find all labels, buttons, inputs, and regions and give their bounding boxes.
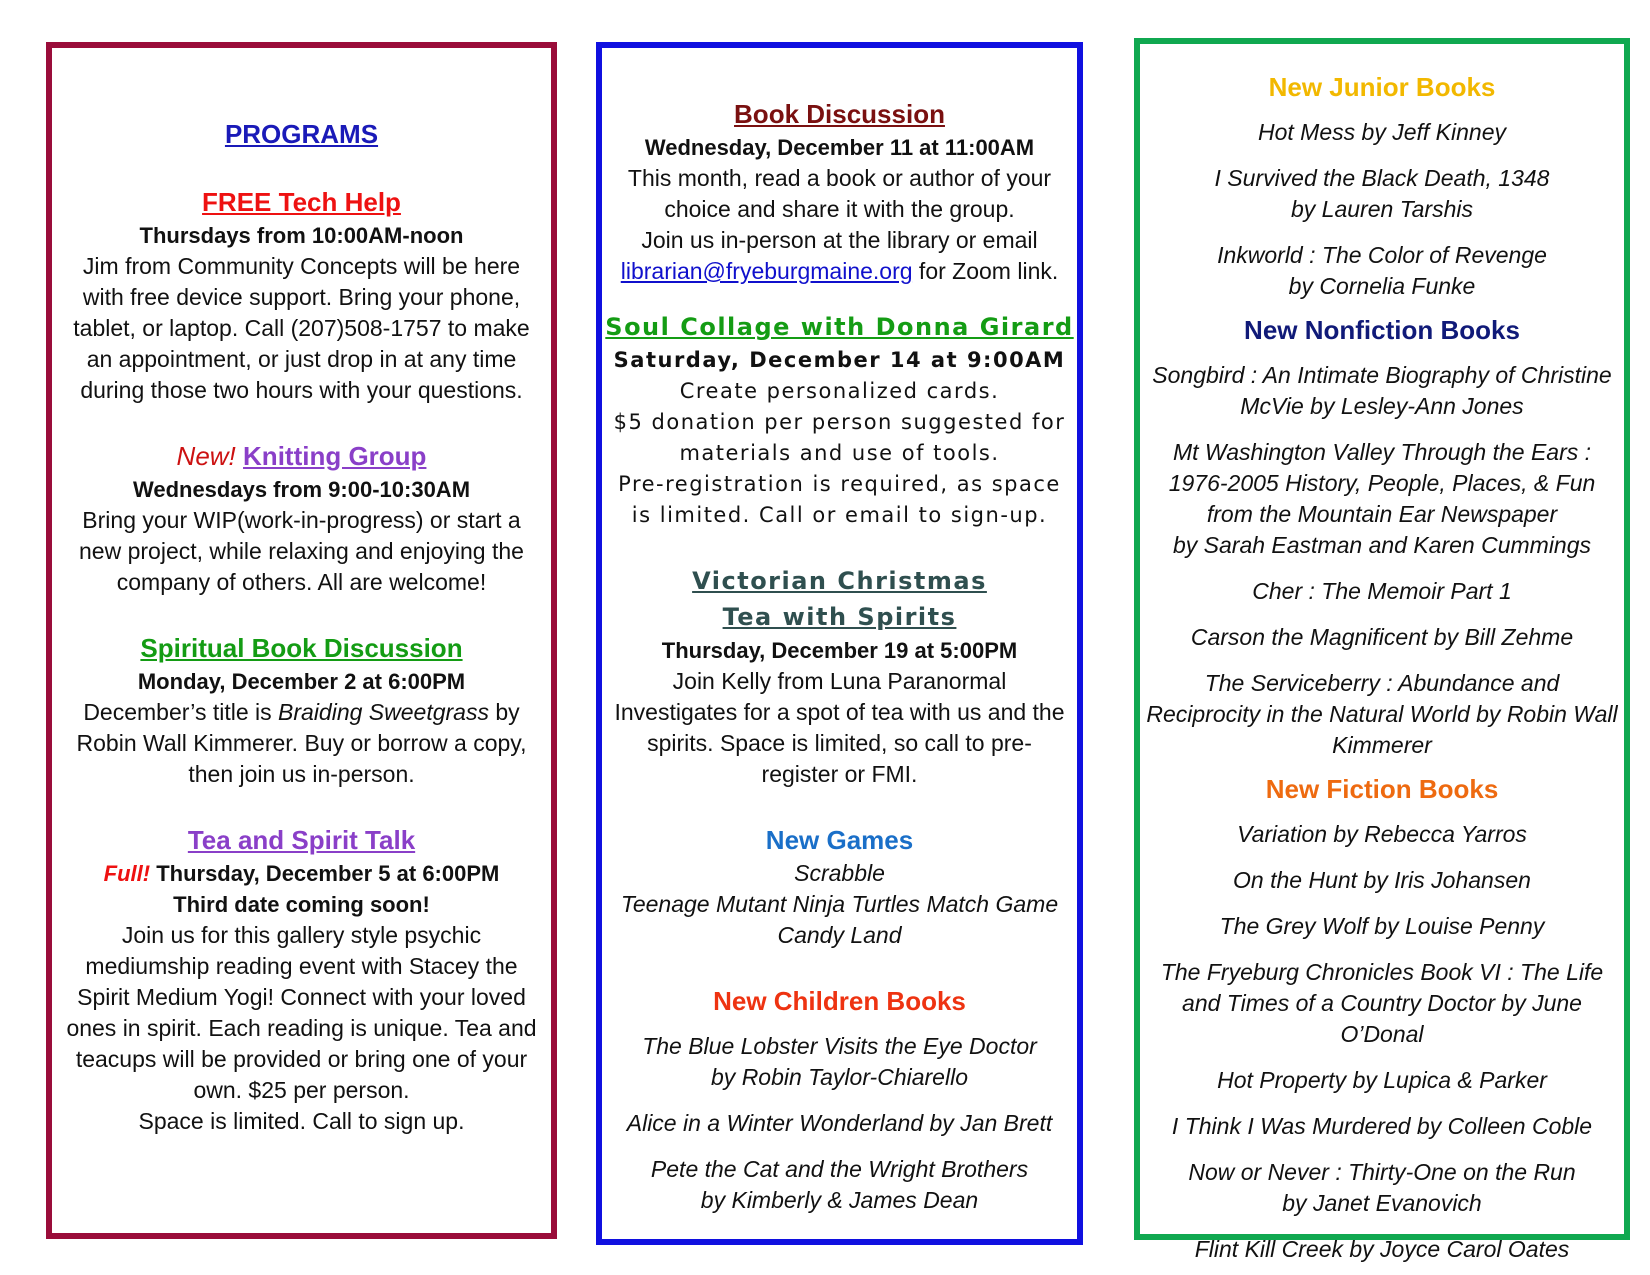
tech-help-when: Thursdays from 10:00AM-noon [139,223,464,248]
book-discussion-email-row [602,256,1077,287]
knitting-body: Bring your WIP(work-in-progress) or start a new project, while relaxing and enjoying the company of others. All are welcome! [79,507,524,595]
programs-heading: PROGRAMS [224,119,379,149]
tea-talk-body: Join us for this gallery style psychic mediumship reading event with Stacey the Spirit Medium Yogi! Connect with your loved ones in spirit. Each reading is unique. Tea and teacups will be provided or bring one of your own. $25 per person. [66,922,537,1103]
tech-help-title: FREE Tech Help [202,187,401,217]
victorian-title-2: Tea with Spirits [722,603,957,631]
full-label: Full! [103,861,151,886]
spiritual-title: Spiritual Book Discussion [140,633,463,663]
children-book-item: Alice in a Winter Wonderland by Jan Brett [626,1110,1053,1136]
soul-collage-line3: Pre-registration is required, as space is limited. Call or email to sign-up. [618,472,1061,527]
zoom-text: for Zoom link. [912,258,1059,284]
knitting-title: Knitting Group [243,441,427,471]
knitting-title-row [52,438,551,474]
junior-book-item: Hot Mess by Jeff Kinney [1258,119,1506,145]
new-fiction-title: New Fiction Books [1265,774,1499,804]
nonfiction-book-item: Carson the Magnificent by Bill Zehme [1190,624,1574,650]
children-book-item: Pete the Cat and the Wright Brothers by Kimberly & James Dean [650,1156,1029,1213]
book-discussion-when: Wednesday, December 11 at 11:00AM [644,135,1035,160]
junior-book-item: I Survived the Black Death, 1348 by Lauren Tarshis [1214,165,1550,222]
fiction-book-item: Now or Never : Thirty-One on the Run by Janet Evanovich [1188,1159,1576,1216]
game-item: Teenage Mutant Ninja Turtles Match Game [620,891,1059,917]
fiction-book-item: On the Hunt by Iris Johansen [1233,867,1531,893]
tech-help-body: Jim from Community Concepts will be here with free device support. Bring your phone, tablet, or laptop. Call (207)508-1757 to make an appointment, or just drop in at any time during those two hours with your questions. [73,253,530,403]
soul-collage-line1: Create personalized cards. [679,379,1000,403]
book-discussion-title: Book Discussion [734,99,945,129]
victorian-body: Join Kelly from Luna Paranormal Investigates for a spot of tea with us and the spirits. Space is limited, so call to pre-register or FMI. [614,668,1065,787]
game-item: Scrabble [794,860,885,886]
book-discussion-body: This month, read a book or author of your choice and share it with the group. [627,165,1052,222]
children-book-item: The Blue Lobster Visits the Eye Doctor by Robin Taylor-Chiarello [642,1033,1037,1090]
spiritual-body-pre: December’s title is [83,699,279,725]
nonfiction-book-item: The Serviceberry : Abundance and Reciprocity in the Natural World by Robin Wall Kimmerer [1146,670,1618,758]
junior-book-item: Inkworld : The Color of Revenge by Cornelia Funke [1217,242,1547,299]
spiritual-book-title: Braiding Sweetgrass [278,699,489,725]
tea-talk-when-row [52,858,551,889]
new-nonfiction-title: New Nonfiction Books [1244,315,1520,345]
nonfiction-book-item: Cher : The Memoir Part 1 [1252,578,1512,604]
soul-collage-line2: $5 donation per person suggested for materials and use of tools. [613,410,1066,465]
tea-talk-last: Space is limited. Call to sign up. [138,1108,465,1134]
fiction-book-item: The Grey Wolf by Louise Penny [1219,913,1545,939]
tea-talk-note: Third date coming soon! [173,892,430,917]
fiction-book-item: The Fryeburg Chronicles Book VI : The Life and Times of a Country Doctor by June O’Donal [1160,959,1604,1047]
knitting-when: Wednesdays from 9:00-10:30AM [132,477,471,502]
spiritual-body-post: by Robin Wall Kimmerer. Buy or borrow a copy, then join us in-person. [76,699,527,787]
book-discussion-join: Join us in-person at the library or email [641,227,1038,253]
librarian-email-link[interactable]: librarian@fryeburgmaine.org [620,258,913,284]
programs-panel [46,42,557,1239]
game-item: Candy Land [777,922,902,948]
nonfiction-book-item: Songbird : An Intimate Biography of Christine McVie by Lesley-Ann Jones [1152,362,1612,419]
new-children-title: New Children Books [713,986,966,1016]
spiritual-when: Monday, December 2 at 6:00PM [137,669,466,694]
victorian-when: Thursday, December 19 at 5:00PM [661,638,1018,663]
soul-collage-when: Saturday, December 14 at 9:00AM [613,348,1066,372]
books-panel [1134,38,1630,1262]
spiritual-body [52,697,551,790]
tea-talk-title: Tea and Spirit Talk [187,825,416,855]
fiction-book-item: Hot Property by Lupica & Parker [1217,1067,1547,1093]
fiction-book-item: I Think I Was Murdered by Colleen Coble [1171,1113,1593,1139]
fiction-book-item: Flint Kill Creek by Joyce Carol Oates [1194,1236,1570,1262]
nonfiction-book-item: Mt Washington Valley Through the Ears : 1976-2005 History, People, Places, & Fun from the Mountain Ear Newspaper by Sarah Eastman and Karen Cummings [1168,439,1596,558]
events-panel [596,42,1083,1245]
new-games-title: New Games [765,825,914,855]
tea-talk-when: Thursday, December 5 at 6:00PM [156,861,500,886]
new-label: New! [176,441,236,471]
soul-collage-title: Soul Collage with Donna Girard [605,313,1074,341]
new-junior-title: New Junior Books [1268,72,1496,102]
victorian-title-1: Victorian Christmas [692,567,987,595]
fiction-book-item: Variation by Rebecca Yarros [1237,821,1527,847]
